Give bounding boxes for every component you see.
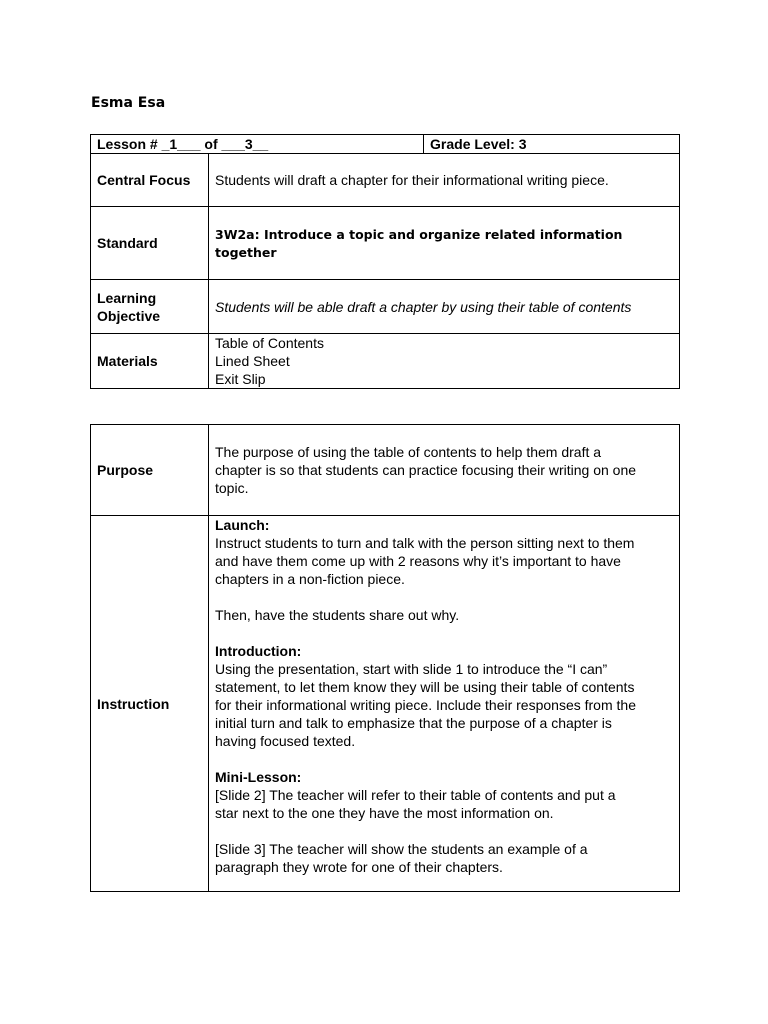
paragraph-gap [215,624,673,642]
mini-lesson-line: [Slide 2] The teacher will refer to their table of contents and put a [215,787,616,803]
purpose-row [91,425,680,516]
standard-row [91,207,680,280]
learning-objective-label-line2: Objective [97,307,161,324]
launch-followup: Then, have the students share out why. [215,607,460,623]
materials-label: Materials [91,334,209,389]
launch-line: and have them come up with 2 reasons why it’s important to have [215,553,621,569]
mini-lesson-line: paragraph they wrote for one of their chapters. [215,859,503,875]
purpose-line: chapter is so that students can practice focusing their writing on one [215,462,637,478]
introduction-line: for their informational writing piece. Include their responses from the [215,697,636,713]
central-focus-label: Central Focus [91,154,209,207]
paragraph-gap [215,750,673,768]
standard-cell [209,207,680,280]
paragraph-gap [215,822,673,840]
learning-objective-value: Students will be able draft a chapter by using their table of contents [209,280,680,334]
launch-heading: Launch: [215,517,270,533]
introduction-line: Using the presentation, start with slide 1 to introduce the “I can” [215,661,608,677]
instruction-label: Instruction [91,516,209,892]
mini-lesson-line: star next to the one they have the most information on. [215,805,554,821]
lesson-number: Lesson # _1___ of ___3__ [91,135,424,154]
paragraph-gap [215,588,673,606]
introduction-line: having focused texted. [215,733,356,749]
mini-lesson-heading: Mini-Lesson: [215,769,302,785]
launch-line: chapters in a non-fiction piece. [215,571,405,587]
materials-item: Exit Slip [215,371,266,387]
instruction-row [91,516,680,892]
lesson-plan-table [90,424,680,892]
central-focus-row [91,154,680,207]
instruction-text [209,516,680,892]
mini-lesson-line: [Slide 3] The teacher will show the students an example of a [215,841,588,857]
materials-list [209,334,680,389]
introduction-line: statement, to let them know they will be using their table of contents [215,679,635,695]
purpose-label: Purpose [91,425,209,516]
purpose-line: The purpose of using the table of contents to help them draft a [215,444,602,460]
lesson-info-table [90,134,680,389]
standard-label: Standard [91,207,209,280]
learning-objective-label [91,280,209,334]
learning-objective-row [91,280,680,334]
purpose-text [209,425,680,516]
learning-objective-label-line1: Learning [97,289,157,306]
standard-value: 3W2a: Introduce a topic and organize related information together [215,227,623,260]
materials-item: Lined Sheet [215,353,290,369]
header-row [91,135,680,154]
materials-item: Table of Contents [215,335,324,351]
purpose-line: topic. [215,480,249,496]
launch-line: Instruct students to turn and talk with the person sitting next to them [215,535,635,551]
introduction-line: initial turn and talk to emphasize that the purpose of a chapter is [215,715,612,731]
author-name: Esma Esa [91,95,166,111]
grade-level: Grade Level: 3 [424,135,680,154]
central-focus-value: Students will draft a chapter for their informational writing piece. [209,154,680,207]
introduction-heading: Introduction: [215,643,302,659]
materials-row [91,334,680,389]
